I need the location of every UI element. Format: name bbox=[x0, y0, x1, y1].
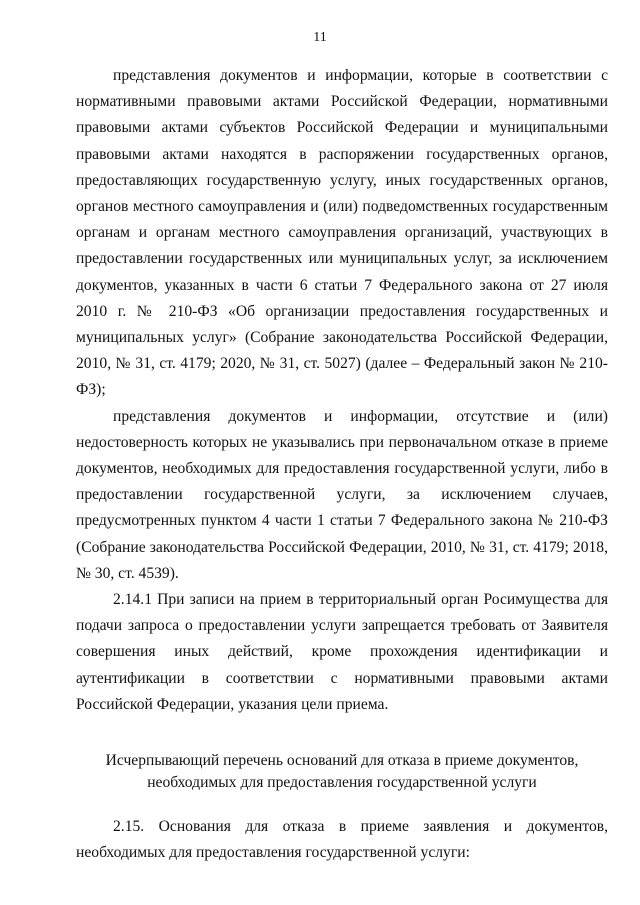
page-number: 11 bbox=[313, 30, 327, 45]
paragraph-2-14-1: 2.14.1 При записи на прием в территориальный орган Росимущества для подачи запроса о предоставлении услуги запрещается требовать от Заявителя совершения иных действий, кроме прохождения идентификации и аутентификации в соответствии с нормативными правовыми актами Российской Федерации, указания цели приема. bbox=[76, 591, 608, 713]
paragraph-2-15: 2.15. Основания для отказа в приеме заявления и документов, необходимых для предоставления государственной услуги: bbox=[76, 818, 608, 862]
section-heading-line-2: необходимых для предоставления государственной услуги bbox=[147, 774, 537, 792]
paragraph-unreliable-documents: представления документов и информации, отсутствие и (или) недостоверность которых не указывались при первоначальном отказе в приеме документов, необходимых для предоставления государственной услуги, либо в предоставлении государственной услуги, за исключением случаев, предусмотренных пунктом 4 части 1 статьи 7 Федерального закона № 210-ФЗ (Собрание законодательства Российской Федерации, 2010, № 31, ст. 4179; 2018, № 30, ст. 4539). bbox=[76, 407, 608, 582]
section-heading-line-1: Исчерпывающий перечень оснований для отказа в приеме документов, bbox=[105, 752, 579, 770]
section-heading bbox=[76, 718, 608, 814]
paragraph-documents-in-possession: представления документов и информации, которые в соответствии с нормативными правовыми актами Российской Федерации, нормативными правовыми актами субъектов Российской Федерации и муниципальными правовыми актами находятся в распоряжении государственных органов, предоставляющих государственную услугу, иных государственных органов, органов местного самоуправления и (или) подведомственных государственным органам и органам местного самоуправления организаций, участвующих в предоставлении государственных или муниципальных услуг, за исключением документов, указанных в части 6 статьи 7 Федерального закона от 27 июля 2010 г. № 210-ФЗ «Об организации предоставления государственных и муниципальных услуг» (Собрание законодательства Российской Федерации, 2010, № 31, ст. 4179; 2020, № 31, ст. 5027) (далее – Федеральный закон № 210-ФЗ); bbox=[76, 67, 608, 399]
document-body bbox=[76, 63, 608, 866]
